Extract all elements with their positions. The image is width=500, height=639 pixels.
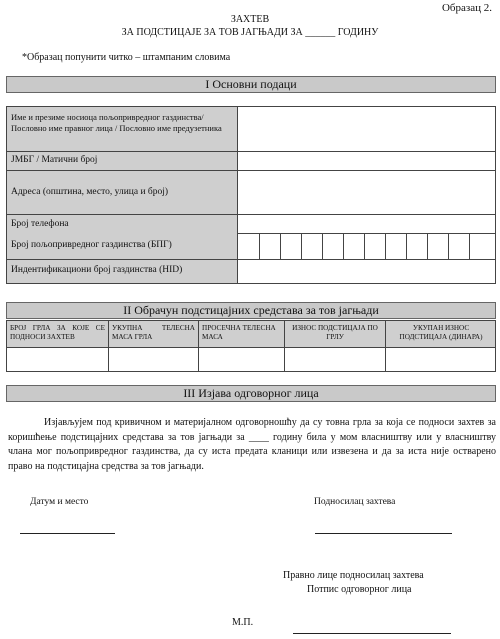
form-reference: Образац 2. — [441, 2, 492, 14]
hid-field[interactable] — [238, 260, 495, 283]
phone-label: Број телефона — [11, 219, 69, 229]
section-1-header: I Основни подаци — [6, 76, 496, 93]
address-field[interactable] — [238, 171, 495, 214]
digit-box-divider — [259, 233, 260, 259]
date-place-signature-line[interactable] — [20, 533, 115, 534]
digit-box-divider — [343, 233, 344, 259]
col-head-count: БРОЈ ГРЛА ЗА КОЈЕ СЕ ПОДНОСИ ЗАХТЕВ — [10, 324, 105, 341]
document-subtitle: ЗА ПОДСТИЦАЈЕ ЗА ТОВ ЈАГЊАДИ ЗА ______ ГОДИНУ — [121, 27, 379, 38]
declaration-statement: Изјављујем под кривичном и материјалном одговорношћу да су товна грла за која се подноси захтев за коришћење подстицајних средстава за тов јагњади за ____ годину била у мом власништву или у власништву члана мог пољопривредног газдинства, да су иста предата кланици или извезена и да за иста није остварено право на подстицајна средства за тов јагњади. — [8, 417, 496, 472]
avg-mass-field[interactable] — [199, 348, 283, 371]
date-place-label: Датум и место — [30, 497, 89, 507]
document-title: ЗАХТЕВ — [230, 14, 270, 25]
digit-box-divider — [301, 233, 302, 259]
applicant-signature-line[interactable] — [315, 533, 452, 534]
legal-entity-label: Правно лице подносилац захтева — [283, 570, 424, 581]
bpg-digit-boxes[interactable] — [238, 233, 496, 259]
stamp-label: М.П. — [232, 617, 254, 628]
applicant-label: Подносилац захтева — [314, 497, 396, 507]
digit-box-divider — [280, 233, 281, 259]
hid-label: Индентификациони број газдинства (HID) — [11, 265, 183, 275]
jmbg-label: ЈМБГ / Матични број — [11, 155, 98, 165]
fill-instruction-note: *Образац попунити читко – штампаним словима — [22, 52, 231, 63]
bpg-label: Број пољопривредног газдинства (БПГ) — [11, 240, 172, 250]
responsible-signature-label: Потпис одговорног лица — [307, 584, 412, 595]
col-head-total-amount: УКУПАН ИЗНОС ПОДСТИЦАЈА (ДИНАРА) — [399, 324, 483, 341]
jmbg-field[interactable] — [238, 152, 495, 170]
count-field[interactable] — [7, 348, 107, 371]
col-head-total-mass: УКУПНА ТЕЛЕСНА МАСА ГРЛА — [112, 324, 195, 341]
col-head-avg-mass: ПРОСЕЧНА ТЕЛЕСНА МАСА — [202, 324, 276, 341]
total-amount-field[interactable] — [386, 348, 495, 371]
holder-name-field[interactable] — [238, 107, 495, 151]
total-mass-field[interactable] — [109, 348, 197, 371]
digit-box-divider — [427, 233, 428, 259]
holder-name-label: Име и презиме носиоца пољопривредног газдинства/ Пословно име правног лица / Пословно име предузетника — [11, 112, 222, 133]
address-label: Адреса (општина, место, улица и број) — [11, 187, 169, 197]
digit-box-divider — [322, 233, 323, 259]
digit-box-divider — [385, 233, 386, 259]
section-3-header: III Изјава одговорног лица — [6, 385, 496, 402]
digit-box-divider — [448, 233, 449, 259]
amount-per-head-field[interactable] — [285, 348, 384, 371]
digit-box-divider — [364, 233, 365, 259]
col-head-amount-per-head: ИЗНОС ПОДСТИЦАЈА ПО ГРЛУ — [292, 324, 378, 341]
responsible-signature-line[interactable] — [293, 633, 451, 634]
phone-field[interactable] — [238, 215, 495, 233]
digit-box-divider — [469, 233, 470, 259]
section-2-header: II Обрачун подстицајних средстава за тов јагњади — [6, 302, 496, 319]
digit-box-divider — [406, 233, 407, 259]
bpg-row-top-line — [238, 233, 496, 234]
